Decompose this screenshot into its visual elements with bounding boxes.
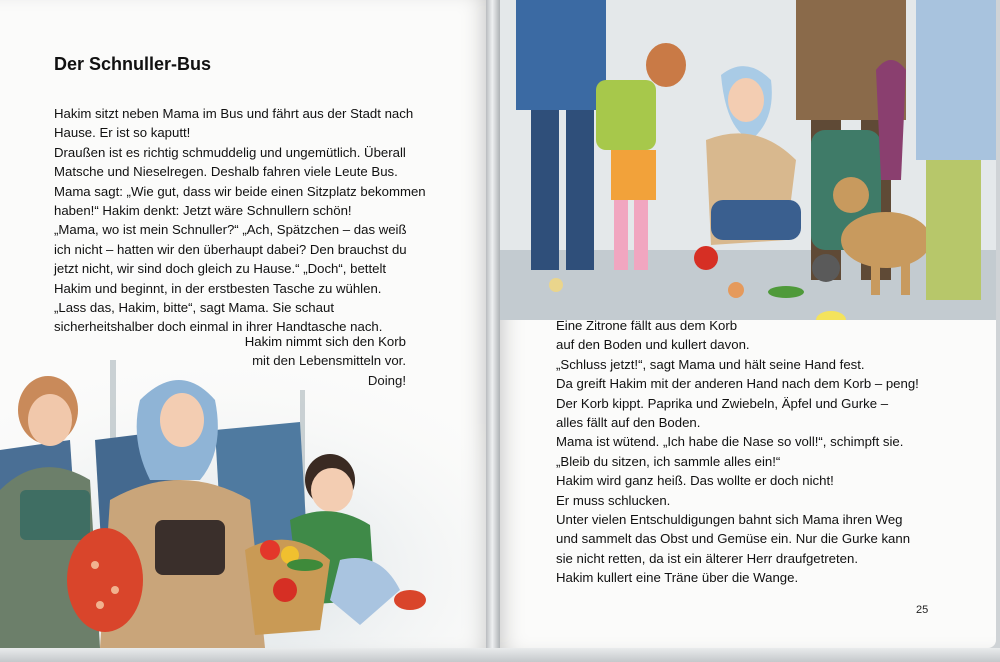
text-line: Eine Zitrone fällt aus dem Korb — [556, 318, 738, 333]
text-line: „Lass das, Hakim, bitte“, sagt Mama. Sie schaut — [54, 300, 334, 316]
page-number: 25 — [916, 604, 929, 616]
right-story-text — [556, 316, 919, 588]
story-title: Der Schnuller-Bus — [54, 54, 212, 74]
text-line: Hakim sitzt neben Mama im Bus und fährt aus der Stadt nach — [54, 106, 414, 121]
text-line: „Mama, wo ist mein Schnuller?“ „Ach, Spätzchen – das weiß — [54, 222, 407, 238]
text-line: und sammelt das Obst und Gemüse ein. Nur die Gurke kann — [556, 531, 911, 547]
text-line: auf den Boden und kullert davon. — [556, 337, 750, 353]
right-page — [496, 0, 996, 648]
left-story-text — [54, 104, 426, 337]
text-line: Hakim wird ganz heiß. Das wollte er doch nicht! — [556, 473, 834, 489]
text-line: sie nicht retten, da ist ein älterer Herr draufgetreten. — [556, 550, 858, 566]
book-gutter — [486, 0, 500, 662]
text-line: Mama sagt: „Wie gut, dass wir beide einen Sitzplatz bekommen — [54, 183, 426, 199]
text-line: jetzt nicht, wir sind doch gleich zu Hause.“ „Doch“, bettelt — [54, 261, 387, 277]
text-line: Matsche und Nieselregen. Deshalb fahren viele Leute Bus. — [54, 164, 398, 180]
text-line: Hakim kullert eine Träne über die Wange. — [556, 570, 799, 586]
text-line: alles fällt auf den Boden. — [556, 415, 701, 431]
text-line: Der Korb kippt. Paprika und Zwiebeln, Äpfel und Gurke – — [556, 395, 889, 411]
text-line: „Schluss jetzt!“, sagt Mama und hält seine Hand fest. — [556, 356, 865, 372]
text-line: „Bleib du sitzen, ich sammle alles ein!“ — [556, 453, 781, 469]
page-edges — [0, 648, 1000, 662]
bus-crowd-illustration — [496, 0, 996, 320]
text-line: Mama ist wütend. „Ich habe die Nase so voll!“, schimpft sie. — [556, 434, 904, 450]
left-page — [0, 0, 490, 648]
bus-seat-illustration — [0, 350, 490, 648]
text-line: Er muss schlucken. — [556, 492, 671, 508]
text-line: Unter vielen Entschuldigungen bahnt sich Mama ihren Weg — [556, 512, 903, 528]
text-line: Hakim nimmt sich den Korb — [244, 334, 406, 349]
text-line: Draußen ist es richtig schmuddelig und ungemütlich. Überall — [54, 144, 406, 160]
text-line: sicherheitshalber doch einmal in ihrer Handtasche nach. — [54, 319, 383, 335]
text-line: haben!“ Hakim denkt: Jetzt wäre Schnullern schön! — [54, 203, 352, 219]
text-line: Hause. Er ist so kaputt! — [54, 125, 191, 141]
text-line: ich nicht – hatten wir den überhaupt dabei? Den brauchst du — [54, 241, 407, 257]
text-line: Hakim und beginnt, in der erstbesten Tasche zu wühlen. — [54, 280, 382, 296]
text-line: Da greift Hakim mit der anderen Hand nach dem Korb – peng! — [556, 376, 919, 392]
